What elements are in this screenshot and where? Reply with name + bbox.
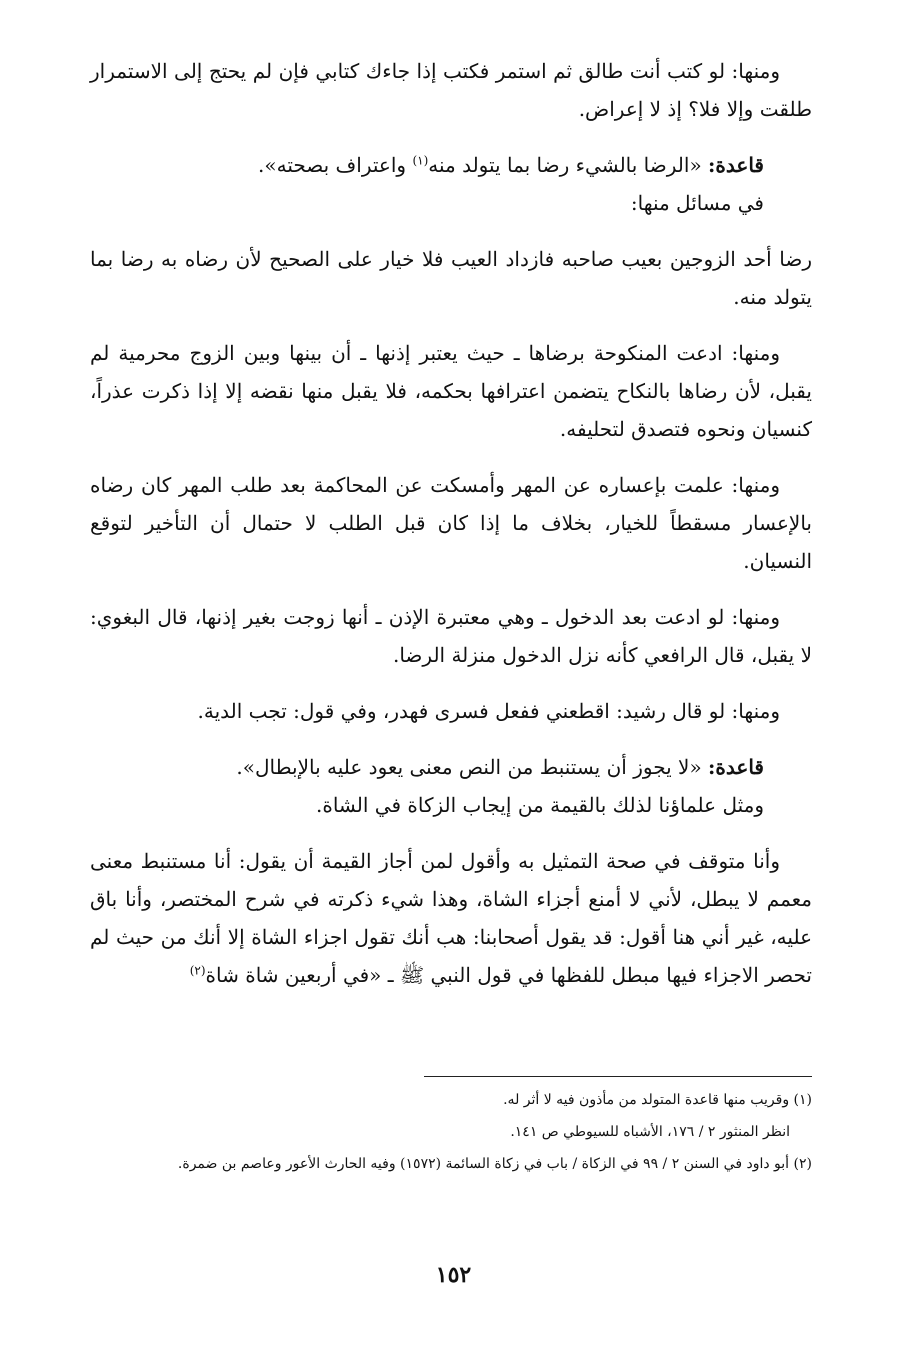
footnote-ref-1: (١)	[412, 153, 429, 168]
paragraph-9-text: وأنا متوقف في صحة التمثيل به وأقول لمن أجاز القيمة أن يقول: أنا مستنبط معنى معمم لا يبطل، لأني لا أمنع أجزاء الشاة، وهذا شيء ذكرته في شرح المختصر، وأنا باق عليه، غير أني هنا أقول: قد يقول أصحابنا: هب أنك تقول اجزاء الشاة إلا أنك من حيث لم تحصر الاجزاء فيها مبطل للفظها في قول النبي ﷺ ـ «في أربعين شاة شاة	[90, 849, 812, 987]
paragraph-1: ومنها: لو كتب أنت طالق ثم استمر فكتب إذا جاءك كتابي فإن لم يحتج إلى الاستمرار طلقت وإلا فلا؟ إذ لا إعراض.	[90, 59, 812, 121]
paragraph-6: ومنها: لو ادعت بعد الدخول ـ وهي معتبرة الإذن ـ أنها زوجت بغير إذنها، قال البغوي: لا يقبل، قال الرافعي كأنه نزل الدخول منزلة الرضا.	[90, 605, 812, 667]
rule-2-label: قاعدة:	[708, 755, 764, 779]
main-text	[90, 52, 812, 1012]
footnote-2: (٢) أبو داود في السنن ٢ / ٩٩ في الزكاة / باب في زكاة السائمة (١٥٧٢) وفيه الحارث الأعور وعاصم بن ضمرة.	[177, 1156, 812, 1172]
paragraph-4: ومنها: ادعت المنكوحة برضاها ـ حيث يعتبر إذنها ـ أن بينها وبين الزوج محرمية لم يقبل، لأن رضاها بالنكاح يتضمن اعترافها بحكمه، فلا يقبل منها نقضه إلا إذا ذكرت عذراً، كنسيان ونحوه فتصدق لتحليفه.	[90, 341, 812, 441]
paragraph-2: في مسائل منها:	[630, 191, 764, 215]
rule-1-text-before: «الرضا بالشيء رضا بما يتولد منه	[428, 153, 702, 177]
rule-1-label: قاعدة:	[708, 153, 764, 177]
paragraph-9	[90, 842, 812, 994]
rule-2	[90, 748, 812, 786]
footnote-separator	[424, 1076, 812, 1077]
rule-1	[90, 146, 812, 184]
footnote-1-ref: انظر المنثور ٢ / ١٧٦، الأشباه للسيوطي ص ١٤١.	[510, 1124, 790, 1140]
page-number: ١٥٢	[435, 1262, 472, 1288]
rule-2-text: «لا يجوز أن يستنبط من النص معنى يعود عليه بالإبطال».	[236, 755, 702, 779]
footnote-ref-2: (٢)	[189, 963, 206, 978]
footnote-1: (١) وقريب منها قاعدة المتولد من مأذون فيه لا أثر له.	[503, 1092, 812, 1108]
paragraph-7: ومنها: لو قال رشيد: اقطعني ففعل فسرى فهدر، وفي قول: تجب الدية.	[197, 699, 780, 723]
paragraph-8: ومثل علماؤنا لذلك بالقيمة من إيجاب الزكاة في الشاة.	[316, 793, 764, 817]
footnotes	[90, 1086, 812, 1182]
rule-1-text-after: واعتراف بصحته».	[258, 153, 413, 177]
paragraph-5: ومنها: علمت بإعساره عن المهر وأمسكت عن المحاكمة بعد طلب المهر كان رضاه بالإعسار مسقطاً للخيار، بخلاف ما إذا كان قبل الطلب لا حتمال أن التأخير لتوقع النسيان.	[90, 473, 812, 573]
paragraph-3: رضا أحد الزوجين بعيب صاحبه فازداد العيب فلا خيار على الصحيح لأن رضاه به رضا بما يتولد منه.	[90, 247, 812, 309]
